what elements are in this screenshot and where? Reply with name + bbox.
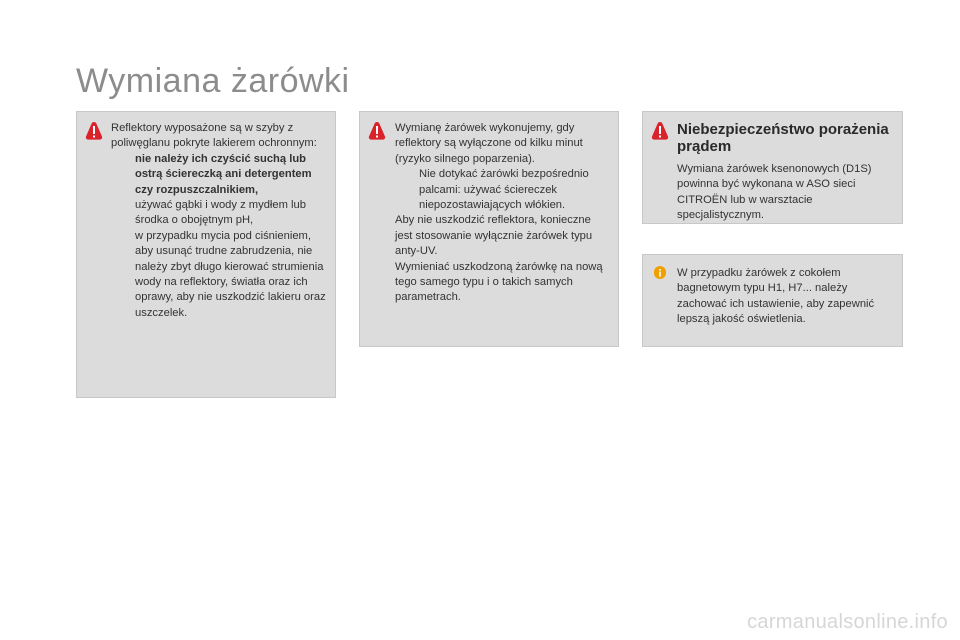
bullet-text: używać gąbki i wody z mydłem lub środka o obojętnym pH, (135, 199, 306, 227)
watermark: carmanualsonline.info (747, 611, 948, 633)
headlight-care-panel (76, 111, 336, 398)
info-text: W przypadku żarówek z cokołem bagnetowym typu H1, H7... należy zachować ich ustawienie, aby zapewnić lepszą jakość oświetlenia. (677, 267, 875, 326)
list-item (111, 152, 329, 198)
bullet-text: w przypadku mycia pod ciśnieniem, aby usunąć trudne zabrudzenia, nie należy zbyt długo kierować strumienia wody na reflektory, światła oraz ich oprawy, aby nie uszkodzić lakieru oraz uszczelek. (135, 229, 326, 319)
paragraph: Aby nie uszkodzić reflektora, konieczne jest stosowanie wyłącznie żarówek typu anty-UV. (395, 214, 593, 258)
bulb-replacement-panel (359, 111, 619, 347)
intro-text: Reflektory wyposażone są w szyby z poliwęglanu pokryte lakierem ochronnym: (111, 122, 317, 150)
list-item (111, 198, 329, 229)
info-panel (642, 254, 903, 347)
bullet-text: nie należy ich czyścić suchą lub ostrą ściereczką ani detergentem czy rozpuszczalnikiem, (135, 152, 312, 196)
intro-text: Wymianę żarówek wykonujemy, gdy reflektory są wyłączone od kilku minut (ryzyko silnego poparzenia). (395, 122, 583, 165)
warning-icon (368, 121, 386, 141)
electric-shock-warning-panel (642, 111, 903, 224)
paragraph: Wymieniać uszkodzoną żarówkę na nową tego samego typu i o takich samych parametrach. (395, 260, 603, 304)
list-item (111, 229, 329, 321)
warning-icon (85, 121, 103, 141)
page-title: Wymiana żarówki (76, 62, 350, 100)
warning-heading: Niebezpieczeństwo porażenia prądem (677, 121, 889, 155)
info-icon (654, 266, 666, 278)
warning-text: Wymiana żarówek ksenonowych (D1S) powinna być wykonana w ASO sieci CITROËN lub w warsztacie specjalistycznym. (677, 163, 872, 222)
warning-icon (651, 121, 669, 141)
bullet-text: Nie dotykać żarówki bezpośrednio palcami: używać ściereczek niepozostawiających włókien. (419, 168, 589, 212)
list-item (395, 167, 611, 213)
